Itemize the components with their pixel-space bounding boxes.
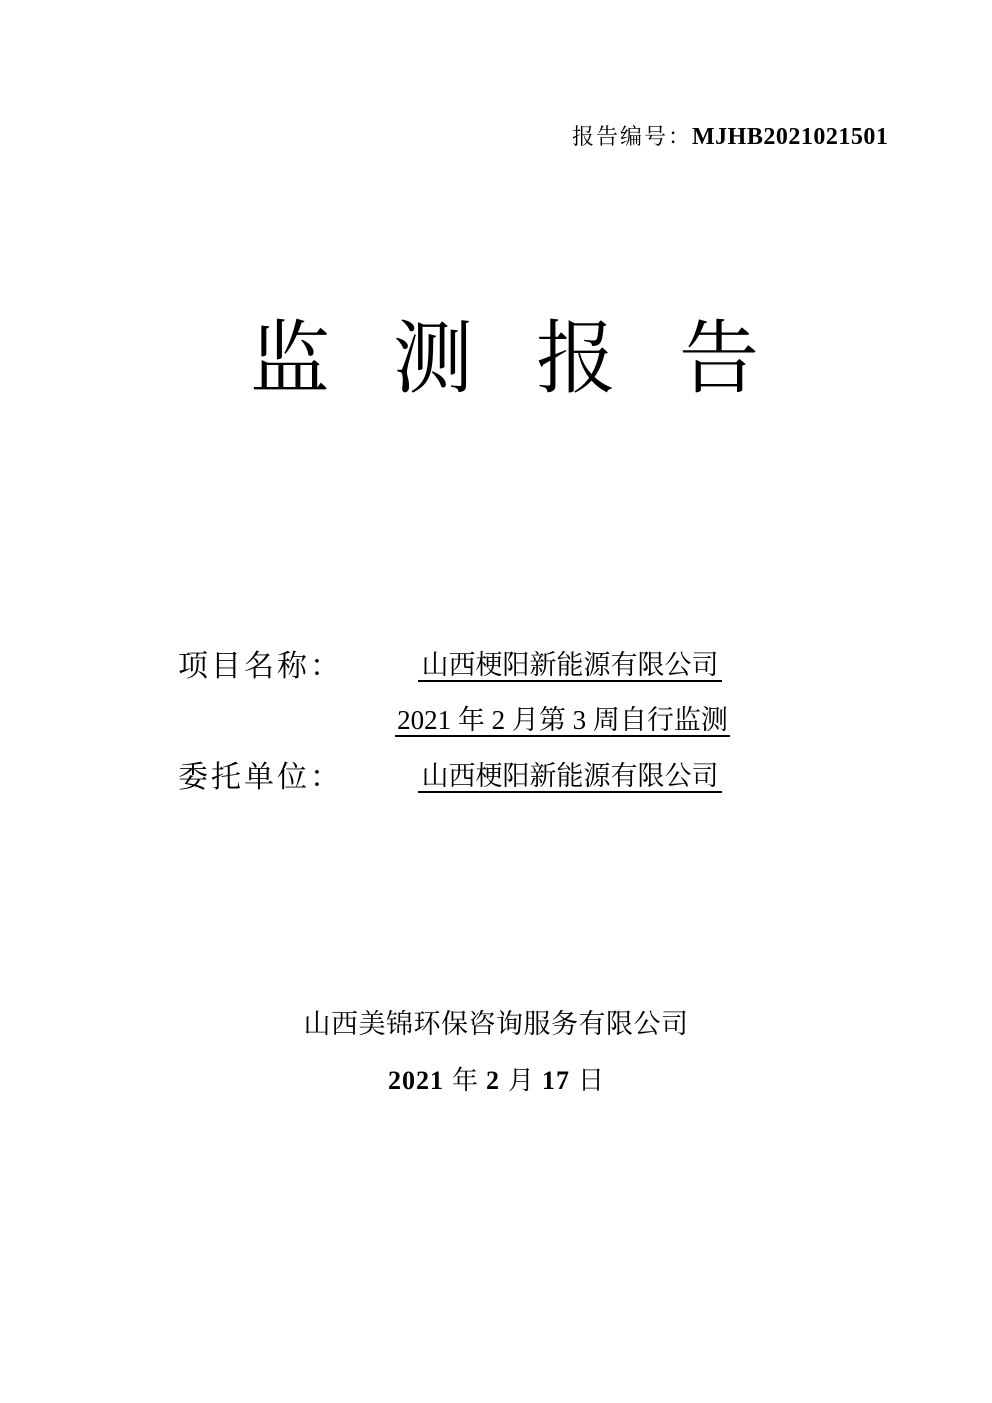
project-name-value-line2: 2021 年 2 月第 3 周自行监测 [395, 705, 730, 737]
date-month-unit: 月 [507, 1066, 534, 1095]
project-name-label: 项目名称： [178, 650, 343, 683]
date-year: 2021 [387, 1066, 444, 1095]
date-day: 17 [542, 1066, 570, 1095]
date-year-unit: 年 [451, 1066, 478, 1095]
client-unit-label: 委托单位： [178, 761, 343, 794]
project-name-value-line1: 山西梗阳新能源有限公司 [418, 650, 722, 682]
footer-company-name: 山西美锦环保咨询服务有限公司 [303, 1009, 689, 1039]
report-number-value: MJHB2021021501 [692, 124, 889, 150]
page-title: 监测报告 [250, 316, 822, 404]
client-unit-value: 山西梗阳新能源有限公司 [418, 761, 722, 793]
date-day-unit: 日 [578, 1066, 605, 1095]
date-month: 2 [485, 1066, 500, 1095]
footer-date [0, 1066, 992, 1096]
report-number-label: 报告编号： [572, 124, 693, 149]
report-number-line [572, 120, 888, 151]
